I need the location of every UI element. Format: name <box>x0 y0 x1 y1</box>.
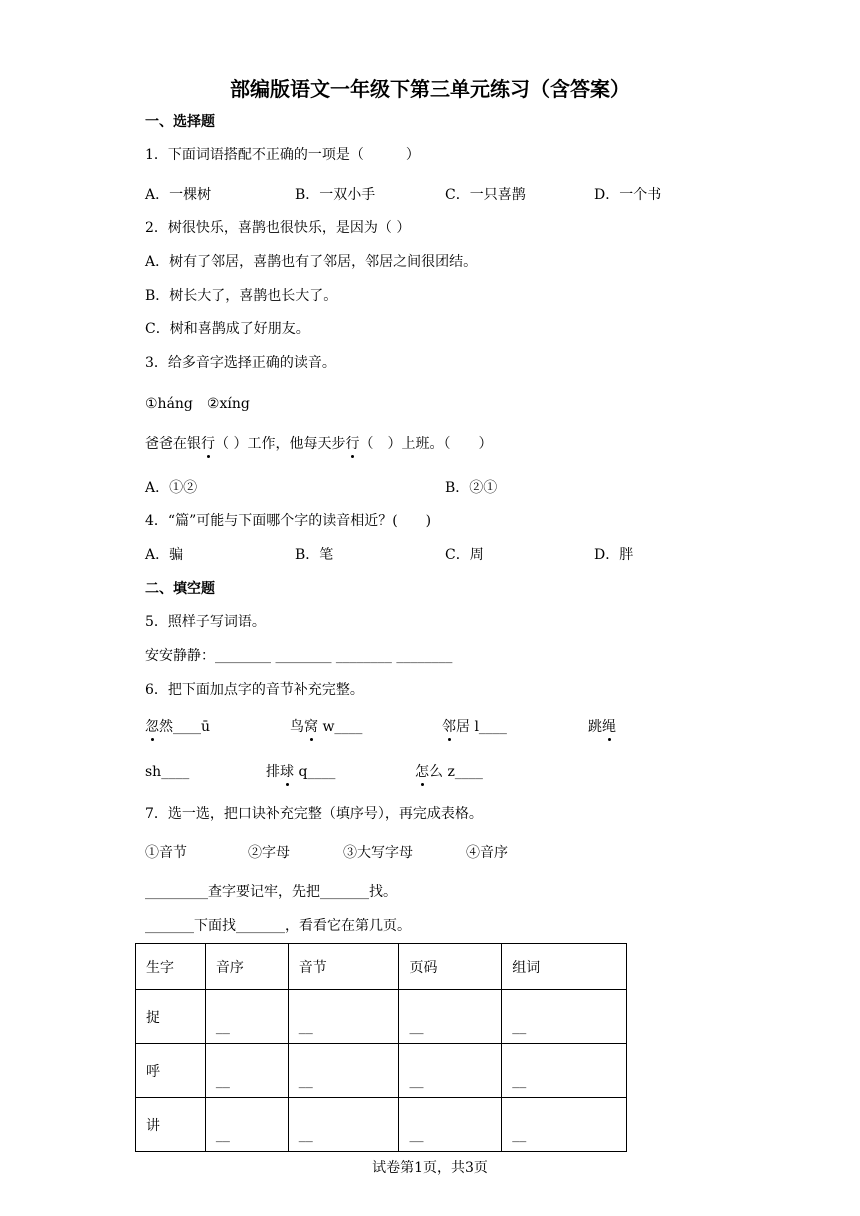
table-cell-blank: __ <box>502 1098 627 1152</box>
table-cell-blank: __ <box>205 1044 288 1098</box>
question-7-option-4: ④音序 <box>466 845 508 861</box>
question-2-option-c: C．树和喜鹊成了好朋友。 <box>145 321 310 337</box>
question-1-stem: 1．下面词语搭配不正确的一项是（ ） <box>145 147 420 163</box>
item-text: 跳 <box>588 719 602 735</box>
question-1-option-a: A．一棵树 <box>145 187 212 203</box>
item-text: 么 z____ <box>429 764 483 780</box>
question-7-rhyme-line-1: _________查字要记牢，先把_______找。 <box>145 884 397 900</box>
question-4-stem: 4．“篇”可能与下面哪个字的读音相近？( ) <box>145 513 432 529</box>
question-1-option-c: C．一只喜鹊 <box>445 187 526 203</box>
section-heading-choice: 一、选择题 <box>145 114 215 130</box>
dotted-character: 窝 <box>304 719 318 735</box>
table-cell-blank: __ <box>399 990 502 1044</box>
question-4-option-c: C．周 <box>445 547 484 563</box>
question-7-rhyme-line-2: _______下面找_______，看看它在第几页。 <box>145 918 411 934</box>
question-7-option-1: ①音节 <box>145 845 187 861</box>
sentence-part: 爸爸在银 <box>145 436 201 452</box>
item-text: q____ <box>294 764 336 780</box>
question-1-option-d: D．一个书 <box>594 187 662 203</box>
question-6-stem: 6．把下面加点字的音节补充完整。 <box>145 682 364 698</box>
question-4-option-b: B．笔 <box>295 547 334 563</box>
table-cell-blank: __ <box>502 1044 627 1098</box>
table-cell-blank: __ <box>288 1044 399 1098</box>
table-cell-blank: __ <box>288 1098 399 1152</box>
dotted-character: 行 <box>201 436 215 452</box>
dictionary-lookup-table <box>135 943 627 1152</box>
table-cell-blank: __ <box>205 1098 288 1152</box>
item-text: 鸟 <box>290 719 304 735</box>
question-7-option-3: ③大写字母 <box>343 845 413 861</box>
table-cell-blank: __ <box>502 990 627 1044</box>
question-6-item: sh____ <box>145 764 190 780</box>
question-6-item <box>145 717 210 737</box>
question-3-option-b: B．②① <box>445 480 498 496</box>
question-3-sentence <box>145 434 492 454</box>
page-title: 部编版语文一年级下第三单元练习（含答案） <box>230 77 630 101</box>
question-5-stem: 5．照样子写词语。 <box>145 614 266 630</box>
question-2-option-b: B．树长大了，喜鹊也长大了。 <box>145 288 338 304</box>
table-row <box>136 990 627 1044</box>
table-header-cell: 组词 <box>502 944 627 990</box>
item-text: 排 <box>266 764 280 780</box>
table-header-cell: 页码 <box>399 944 502 990</box>
table-cell-blank: __ <box>205 990 288 1044</box>
question-5-blanks: 安安静静：________ ________ ________ ________ <box>145 648 453 664</box>
question-2-option-a: A．树有了邻居，喜鹊也有了邻居，邻居之间很团结。 <box>145 254 478 270</box>
question-6-item <box>415 762 483 782</box>
table-cell-blank: __ <box>288 990 399 1044</box>
question-3-option-a: A．①② <box>145 480 198 496</box>
question-3-pinyin-options: ①háng ②xíng <box>145 396 250 412</box>
dotted-character: 球 <box>280 764 294 780</box>
question-2-stem: 2．树很快乐，喜鹊也很快乐，是因为（ ） <box>145 220 411 236</box>
question-6-item <box>266 762 335 782</box>
item-text: 然____ū <box>159 719 211 735</box>
question-4-option-d: D．胖 <box>594 547 634 563</box>
dotted-character: 怎 <box>415 764 429 780</box>
question-3-stem: 3．给多音字选择正确的读音。 <box>145 355 336 371</box>
sentence-part: （ ）工作，他每天步 <box>215 436 346 452</box>
dotted-character: 行 <box>345 436 360 452</box>
question-6-item <box>442 717 507 737</box>
section-heading-fill: 二、填空题 <box>145 581 215 597</box>
table-cell-character: 捉 <box>136 990 206 1044</box>
question-1-option-b: B．一双小手 <box>295 187 376 203</box>
table-header-row <box>136 944 627 990</box>
sentence-part: （ ）上班。（ ） <box>359 436 493 452</box>
question-6-item <box>588 717 616 737</box>
table-header-cell: 生字 <box>136 944 206 990</box>
question-4-option-a: A．骗 <box>145 547 184 563</box>
table-row <box>136 1098 627 1152</box>
dotted-character: 邻 <box>442 719 456 735</box>
table-header-cell: 音节 <box>288 944 399 990</box>
dotted-character: 绳 <box>602 719 616 735</box>
table-cell-character: 讲 <box>136 1098 206 1152</box>
table-header-cell: 音序 <box>205 944 288 990</box>
question-7-option-2: ②字母 <box>248 845 290 861</box>
table-cell-blank: __ <box>399 1098 502 1152</box>
page-footer: 试卷第1页，共3页 <box>372 1160 488 1176</box>
table-cell-character: 呼 <box>136 1044 206 1098</box>
item-text: w____ <box>318 719 363 735</box>
item-text: 居 l____ <box>456 719 507 735</box>
question-6-item <box>290 717 362 737</box>
question-7-stem: 7．选一选，把口诀补充完整（填序号），再完成表格。 <box>145 806 483 822</box>
table-row <box>136 1044 627 1098</box>
dotted-character: 忽 <box>145 719 159 735</box>
table-cell-blank: __ <box>399 1044 502 1098</box>
